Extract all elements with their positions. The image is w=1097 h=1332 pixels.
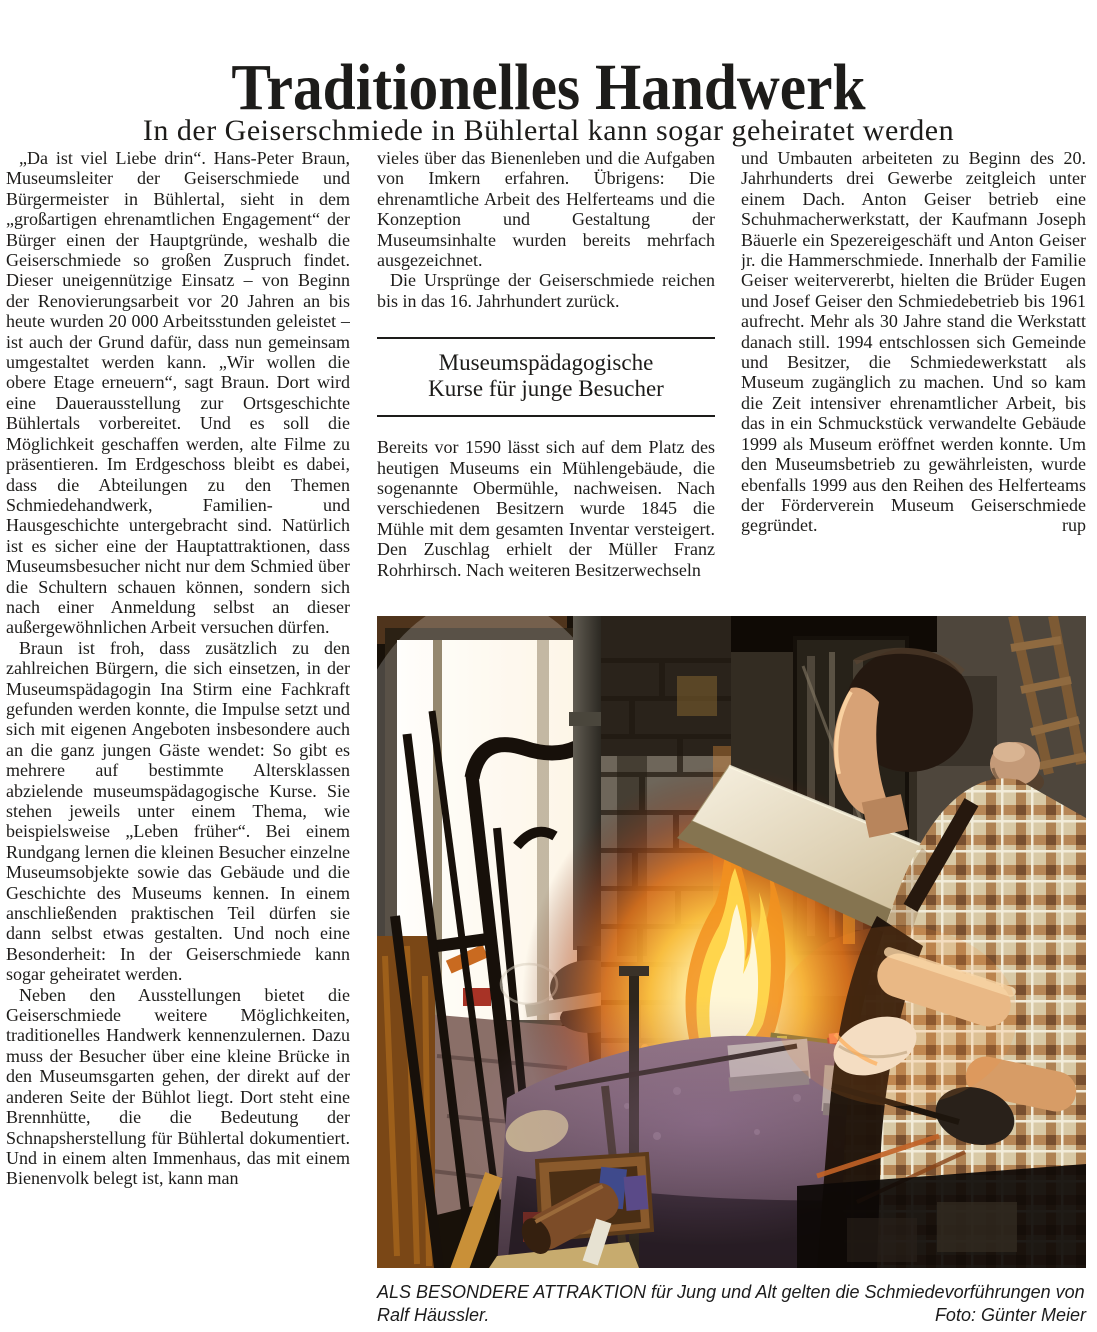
body-paragraph: [741, 148, 1086, 536]
headline: Traditionelles Handwerk: [231, 51, 866, 125]
body-paragraph: vieles über das Bienenleben und die Aufgaben von Imkern erfahren. Übrigens: Die ehrenamtliche Arbeit des Helferteams und die Konzeption und Gestaltung der Museumsinhalte wurden bereits mehrfach ausgezeichnet.: [377, 148, 715, 271]
article-photo: [377, 616, 1086, 1268]
body-paragraph: Neben den Ausstellungen bietet die Geiserschmiede weitere Möglichkeiten, traditionelles Handwerk kennenzulernen. Dazu muss der Besucher über eine kleine Brücke in den Museumsgarten gehen, der direkt auf der anderen Seite der Bühlot liegt. Dort steht eine Brennhütte, die die Bedeutung der Schnapsherstellung für Bühlertal dokumentiert. Und in einem alten Immenhaus, das mit einem Bienenvolk belegt ist, kann man: [6, 984, 350, 1189]
caption-line: ALS BESONDERE ATTRAKTION für Jung und Alt gelten die Schmiedevorführungen von: [377, 1282, 1085, 1302]
body-text: und Umbauten arbeiteten zu Beginn des 20. Jahrhunderts drei Gewerbe zeitgleich unter einem Dach. Anton Geiser betrieb eine Schuhmacherwerkstatt, der Kaufmann Joseph Bäuerle ein Spezereigeschäft und Anton Geiser jr. die Hammerschmiede. Innerhalb der Familie Geiser weitervererbt, hielten die Brüder Eugen und Josef Geiser den Schmiedebetrieb bis 1961 aufrecht. Mehr als 30 Jahre stand die Werkstatt danach still. 1994 entschlossen sich Gemeinde und Besitzer, die Schmiedewerkstatt als Museum zugänglich zu machen. Und so kam die Zeit intensiver ehrenamtlicher Arbeit, bis das in ein Schmuckstück verwandelte Gebäude 1999 als Museum eröffnet werden konnte. Um den Museumsbetrieb zu gewährleisten, wurde ebenfalls 1999 aus den Reihen des Helferteams der Förderverein Museum Geiserschmiede gegründet.: [741, 148, 1086, 536]
author-signoff: rup: [1062, 515, 1086, 536]
body-paragraph: Die Ursprünge der Geiserschmiede reichen bis in das 16. Jahrhundert zurück.: [377, 270, 715, 311]
body-paragraph: Bereits vor 1590 lässt sich auf dem Platz des heutigen Museums ein Mühlengebäude, die sogenannte Obermühle, nachweisen. Nach verschiedenen Besitzern wurde 1845 die Mühle mit dem gesamten Inventar versteigert. Den Zuschlag erhielt der Müller Franz Rohrhirsch. Nach weiteren Besitzerwechseln: [377, 437, 715, 580]
subheadline: In der Geiserschmiede in Bühlertal kann sogar geheiratet werden: [142, 113, 955, 147]
column-2: [377, 148, 715, 614]
crosshead-line: Kurse für junge Besucher: [428, 376, 664, 402]
photo-credit: Foto: Günter Meier: [934, 1305, 1086, 1325]
column-1: [6, 148, 350, 1332]
caption-line: Ralf Häussler.: [377, 1305, 490, 1325]
crosshead: [377, 337, 715, 417]
column-3: [741, 148, 1086, 614]
body-paragraph: „Da ist viel Liebe drin“. Hans-Peter Braun, Museumsleiter der Geiserschmiede und Bürgermeister in Bühlertal, sieht in dem „großartigen ehrenamtlichen Engagement“ der Bürger einen der Hauptgründe, weshalb die Geiserschmiede so großen Zuspruch findet. Dieser uneigennützige Einsatz – von Beginn der Renovierungsarbeit vor 20 Jahren an bis heute wurden 20 000 Arbeitsstunden geleistet – ist auch der Grund dafür, dass nun gemeinsam umgestaltet werden kann. „Wir wollen die obere Etage erneuern“, sagt Braun. Dort wird eine Dauerausstellung zur Ortsgeschichte Bühlertals vorbereitet. Und es soll die Möglichkeit geschaffen werden, alte Filme zu präsentieren. Im Erdgeschoss bleibt es dabei, dass die Abteilungen zu den Themen Schmiedehandwerk, Familien- und Hausgeschichte untergebracht sind. Natürlich ist es sicher eine der Hauptattraktionen, dass Museumsbesucher nicht nur dem Schmied über die Schultern schauen können, sondern sich nach einer Anmeldung selbst an dieser außergewöhnlichen Arbeit versuchen dürfen.: [6, 148, 350, 638]
crosshead-line: Museumspädagogische: [438, 350, 654, 376]
body-paragraph: Braun ist froh, dass zusätzlich zu den zahlreichen Bürgern, die sich einsetzen, in der Museumspädagogin Ina Stirm eine Fachkraft gefunden werden konnte, die Impulse setzt und sich mit eigenen Angeboten insbesondere auch an die ganz jungen Gäste wendet: So gibt es mehrere auf bestimmte Altersklassen abzielende museumspädagogische Kurse. Sie stehen jeweils unter einem Thema, wie beispielsweise „Leben früher“. Bei einem Rundgang lernen die kleinen Besucher einzelne Museumsobjekte sowie das Gebäude und die Geschichte des Museums kennen. In einem anschließenden praktischen Teil dürfen sie dann selbst etwas gestalten. Und noch eine Besonderheit: In der Geiserschmiede kann sogar geheiratet werden.: [6, 637, 350, 985]
photo-caption: [377, 1281, 1086, 1327]
